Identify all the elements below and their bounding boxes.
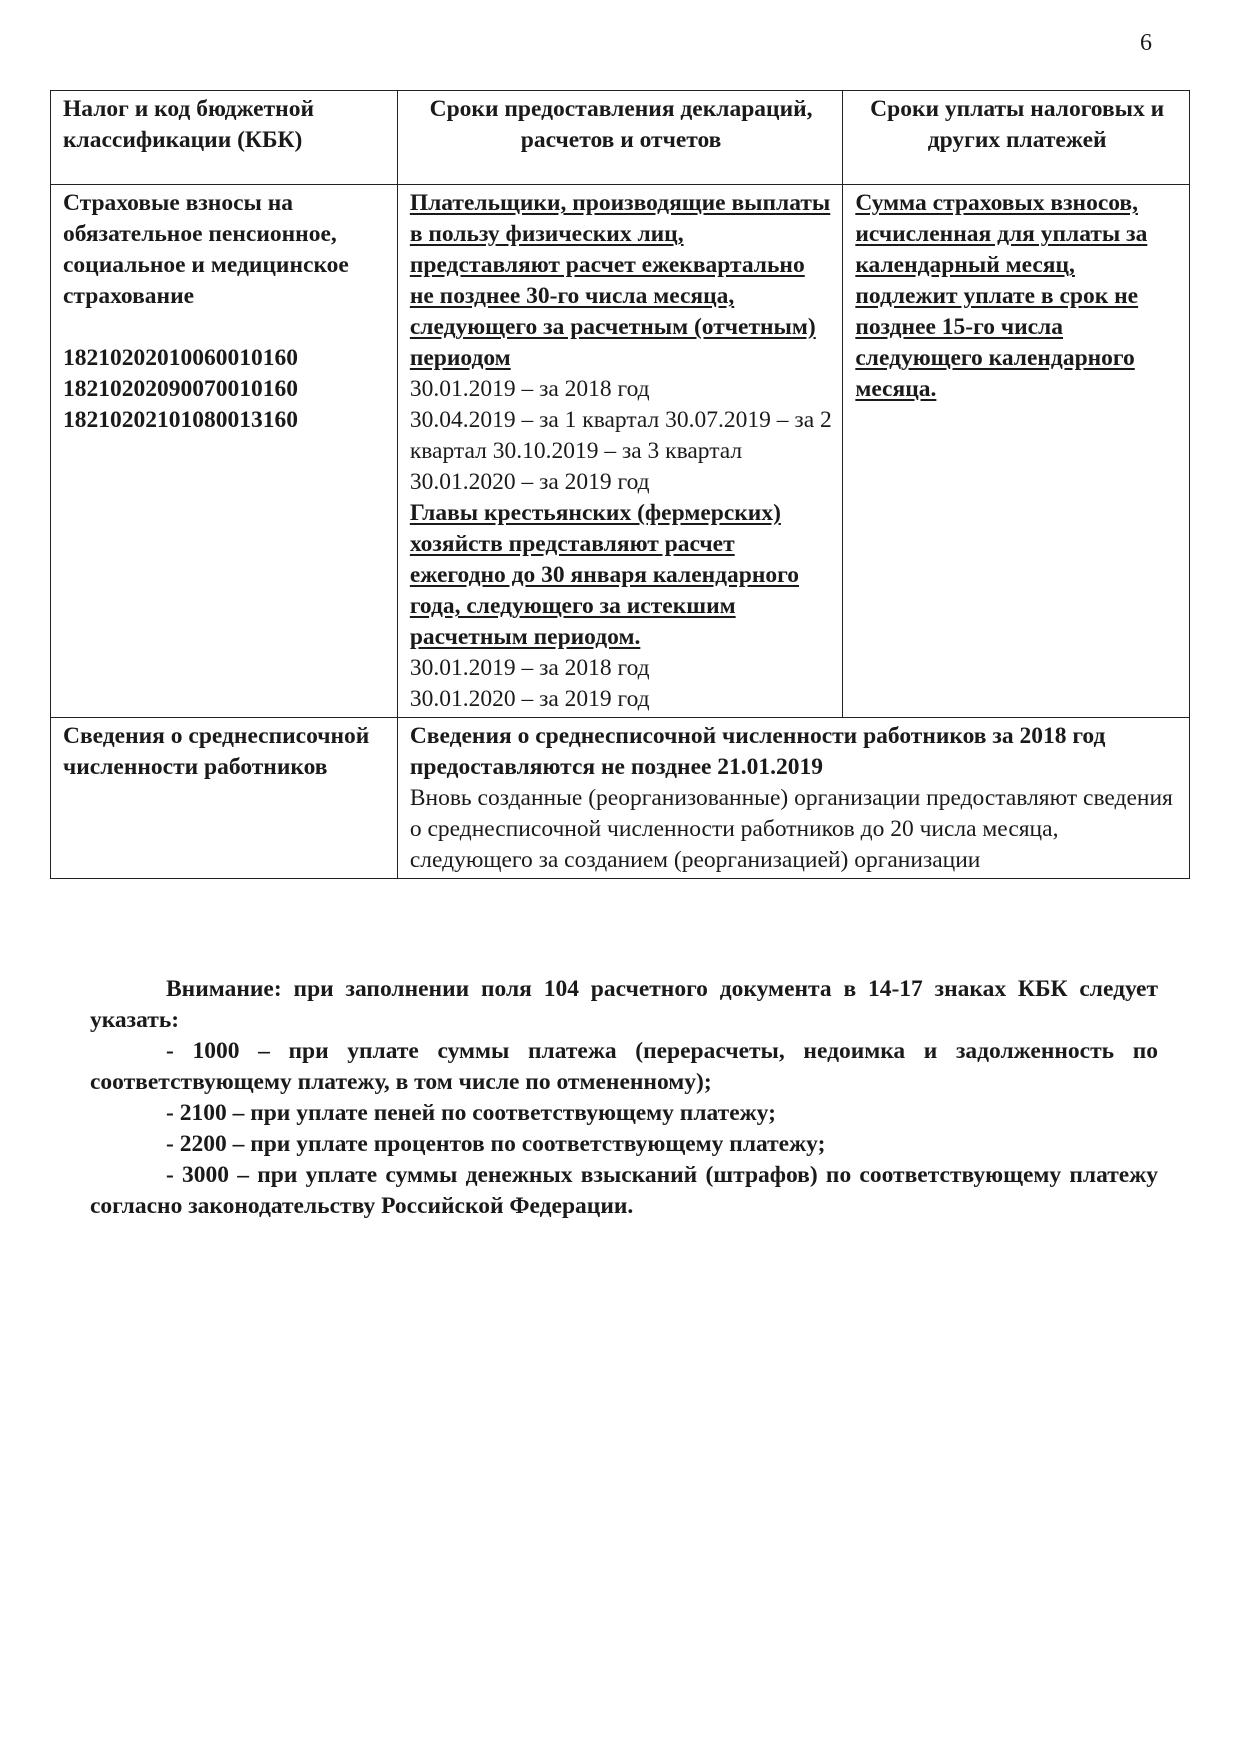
farmers-reporting-rule: Главы крестьянских (фермерских) хозяйств представляют расчет ежегодно до 30 января календарного года, следующего за истекшим расчетным периодом.: [409, 500, 800, 650]
note-item: - 2100 – при уплате пеней по соответствующему платежу;: [166, 1100, 776, 1126]
payment-rule: Сумма страховых взносов, исчисленная для уплаты за календарный месяц, подлежит уплате в срок не позднее 15-го числа следующего календарного месяца.: [855, 190, 1148, 402]
kbk-list: [63, 343, 387, 436]
table-header-row: [51, 91, 1190, 185]
tax-deadlines-table: [50, 90, 1190, 879]
header-reporting-deadlines: Сроки предоставления деклараций, расчетов и отчетов: [397, 91, 843, 185]
insurance-reporting-cell: [397, 185, 843, 718]
payers-reporting-rule: Плательщики, производящие выплаты в пользу физических лиц, представляют расчет ежеквартально не позднее 30-го числа месяца, следующего за расчетным (отчетным) периодом: [409, 190, 831, 371]
insurance-payment-cell: [843, 185, 1190, 718]
headcount-name: Сведения о среднесписочной численности работников: [63, 723, 370, 780]
note-item: - 3000 – при уплате суммы денежных взысканий (штрафов) по соответствующему платежу согласно законодательству Российской Федерации.: [90, 1162, 1158, 1219]
deadline-date: 30.01.2020 – за 2019 год: [409, 686, 650, 712]
table-row: [51, 718, 1190, 879]
kbk-notes: [90, 974, 1158, 1222]
insurance-tax-cell: [51, 185, 398, 718]
kbk-code: 18210202010060010160: [63, 345, 298, 371]
header-tax-kbk: Налог и код бюджетной классификации (КБК): [51, 91, 398, 185]
kbk-code: 18210202090070010160: [63, 376, 298, 402]
deadline-date: 30.01.2020 – за 2019 год: [409, 469, 650, 495]
deadline-date: 30.01.2019 – за 2018 год: [409, 376, 650, 402]
headcount-cell: [51, 718, 398, 879]
deadline-date: 30.01.2019 – за 2018 год: [409, 655, 650, 681]
headcount-info-cell: [397, 718, 1189, 879]
deadline-date: 30.04.2019 – за 1 квартал 30.07.2019 – за 2 квартал 30.10.2019 – за 3 квартал: [409, 407, 832, 464]
headcount-new-orgs-rule: Вновь созданные (реорганизованные) организации предоставляют сведения о среднесписочной численности работников до 20 числа месяца, следующего за созданием (реорганизацией) организации: [409, 785, 1173, 873]
page-number: 6: [1140, 30, 1152, 56]
headcount-deadline: Сведения о среднесписочной численности работников за 2018 год предоставляются не позднее 21.01.2019: [409, 723, 1106, 780]
note-item: - 1000 – при уплате суммы платежа (перерасчеты, недоимка и задолженность по соответствующему платежу, в том числе по отмененному);: [90, 1038, 1158, 1095]
table-row: [51, 185, 1190, 718]
header-payment-deadlines: Сроки уплаты налоговых и других платежей: [843, 91, 1190, 185]
insurance-tax-name: Страховые взносы на обязательное пенсионное, социальное и медицинское страхование: [63, 190, 349, 309]
attention-note: Внимание: при заполнении поля 104 расчетного документа в 14-17 знаках КБК следует указать:: [90, 976, 1158, 1033]
note-item: - 2200 – при уплате процентов по соответствующему платежу;: [166, 1131, 826, 1157]
kbk-code: 18210202101080013160: [63, 407, 298, 433]
